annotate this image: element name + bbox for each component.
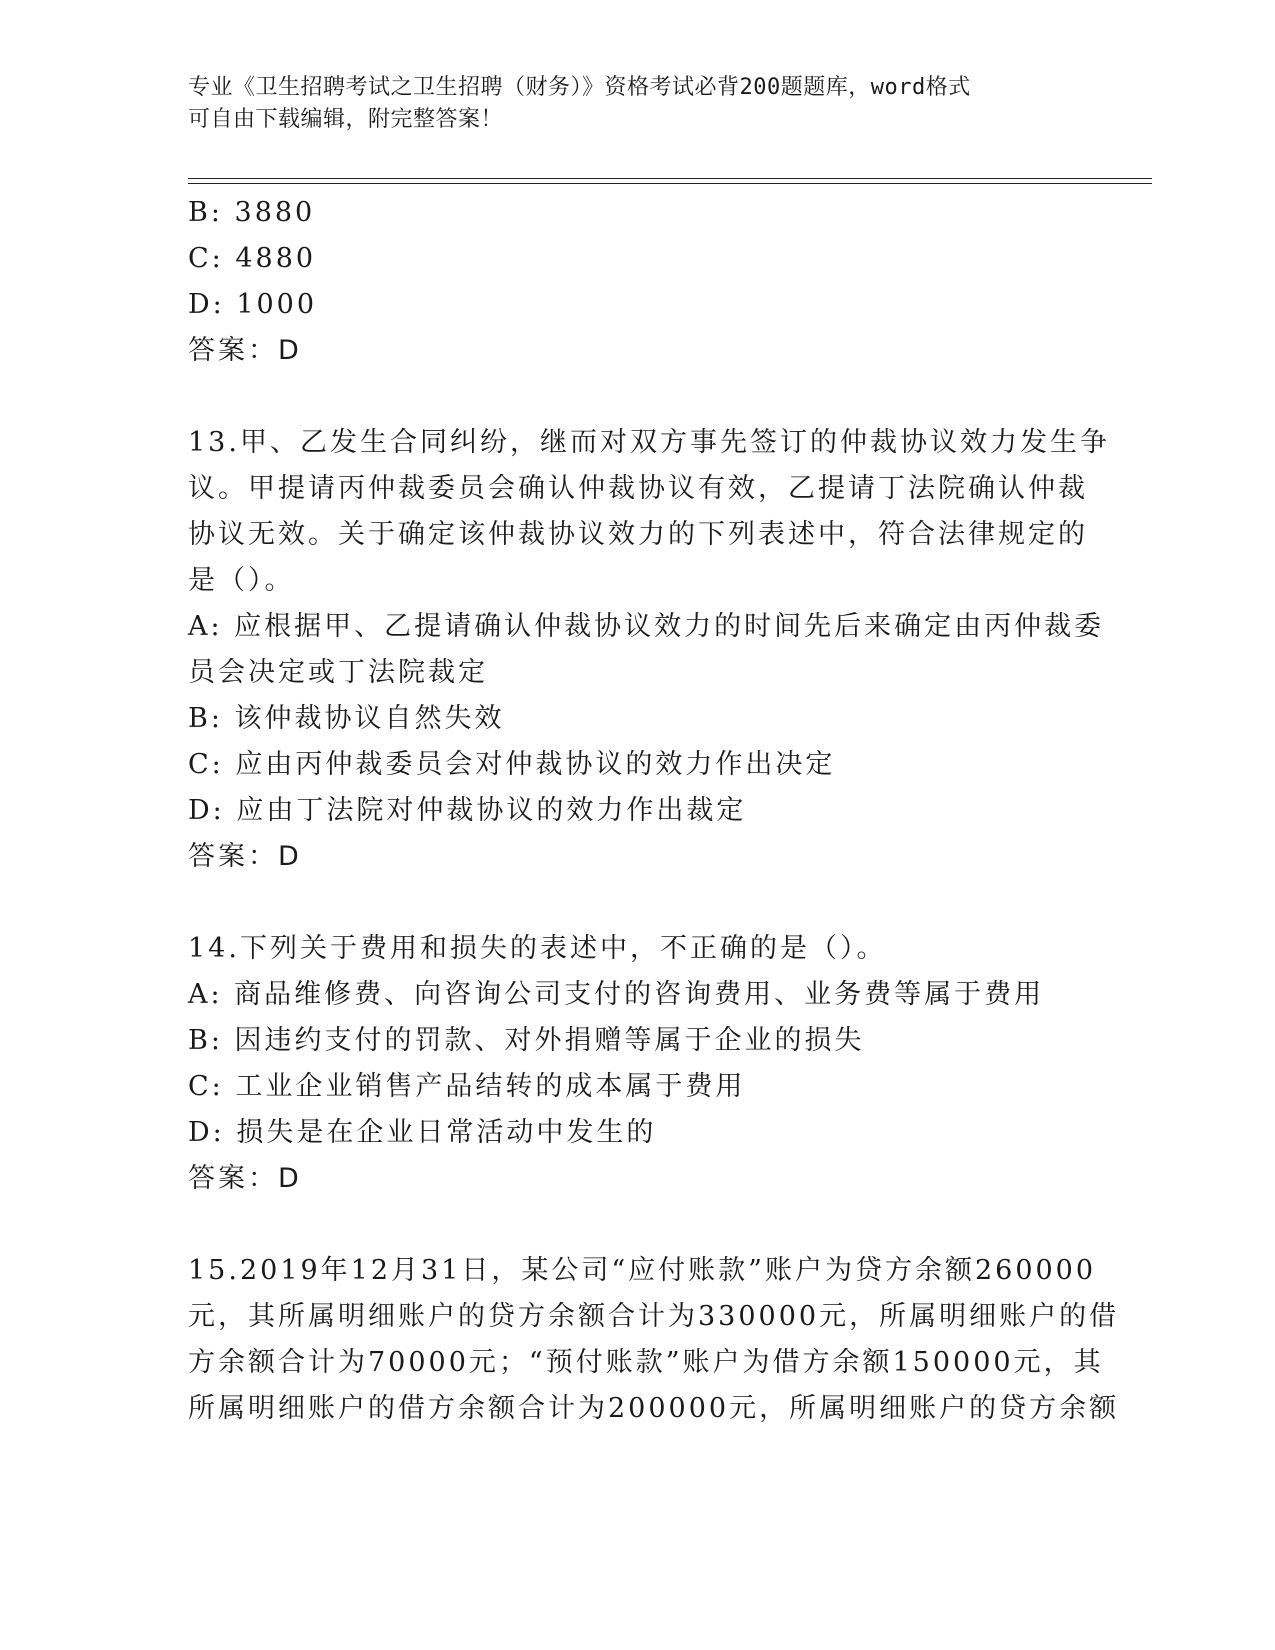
q12-option-b: B: 3880 — [188, 197, 316, 228]
spacer — [188, 880, 1088, 926]
question-14 — [188, 926, 1088, 1202]
q15-stem-line: 所属明细账户的借方余额合计为200000元，所属明细账户的贷方余额 — [188, 1393, 1120, 1424]
q13-option-a-line: 员会决定或丁法院裁定 — [188, 657, 488, 688]
q15-stem-line: 方余额合计为70000元；“预付账款”账户为借方余额150000元，其 — [188, 1347, 1104, 1378]
document-header — [188, 72, 1088, 136]
q13-option-d: D: 应由丁法院对仲裁协议的效力作出裁定 — [188, 795, 747, 826]
q12-option-c: C: 4880 — [188, 243, 317, 274]
q13-stem-line: 13.甲、乙发生合同纠纷，继而对双方事先签订的仲裁协议效力发生争 — [188, 427, 1110, 458]
q13-stem-line: 协议无效。关于确定该仲裁协议效力的下列表述中，符合法律规定的 — [188, 519, 1088, 550]
question-15 — [188, 1248, 1120, 1432]
question-content — [188, 190, 1120, 1432]
q13-stem-line: 是（）。 — [188, 565, 295, 596]
q13-stem-line: 议。甲提请丙仲裁委员会确认仲裁协议有效，乙提请丁法院确认仲裁 — [188, 473, 1088, 504]
header-title-line-2: 可自由下载编辑，附完整答案！ — [188, 107, 504, 132]
q14-option-b: B: 因违约支付的罚款、对外捐赠等属于企业的损失 — [188, 1025, 865, 1056]
question-13 — [188, 420, 1110, 880]
q13-option-c: C: 应由丙仲裁委员会对仲裁协议的效力作出决定 — [188, 749, 836, 780]
spacer — [188, 374, 1088, 420]
q14-option-a: A: 商品维修费、向咨询公司支付的咨询费用、业务费等属于费用 — [188, 979, 1045, 1010]
q13-option-b: B: 该仲裁协议自然失效 — [188, 703, 505, 734]
q13-option-a-line: A: 应根据甲、乙提请确认仲裁协议效力的时间先后来确定由丙仲裁委 — [188, 611, 1105, 642]
q14-stem: 14.下列关于费用和损失的表述中，不正确的是（）。 — [188, 933, 887, 964]
q14-option-c: C: 工业企业销售产品结转的成本属于费用 — [188, 1071, 746, 1102]
q12-option-d: D: 1000 — [188, 289, 318, 320]
q14-answer: 答案：D — [188, 1163, 302, 1194]
q15-stem-line: 15.2019年12月31日，某公司“应付账款”账户为贷方余额260000 — [188, 1255, 1097, 1286]
header-title-line-1: 专业《卫生招聘考试之卫生招聘（财务）》资格考试必背200题题库，word格式 — [188, 75, 971, 100]
header-divider-bottom — [188, 183, 1152, 184]
q14-option-d: D: 损失是在企业日常活动中发生的 — [188, 1117, 657, 1148]
spacer — [188, 1202, 1088, 1248]
q15-stem-line: 元，其所属明细账户的贷方余额合计为330000元，所属明细账户的借 — [188, 1301, 1120, 1332]
q12-answer: 答案：D — [188, 335, 302, 366]
question-12-tail — [188, 190, 1088, 374]
header-divider-top — [188, 178, 1152, 179]
q13-answer: 答案：D — [188, 841, 302, 872]
